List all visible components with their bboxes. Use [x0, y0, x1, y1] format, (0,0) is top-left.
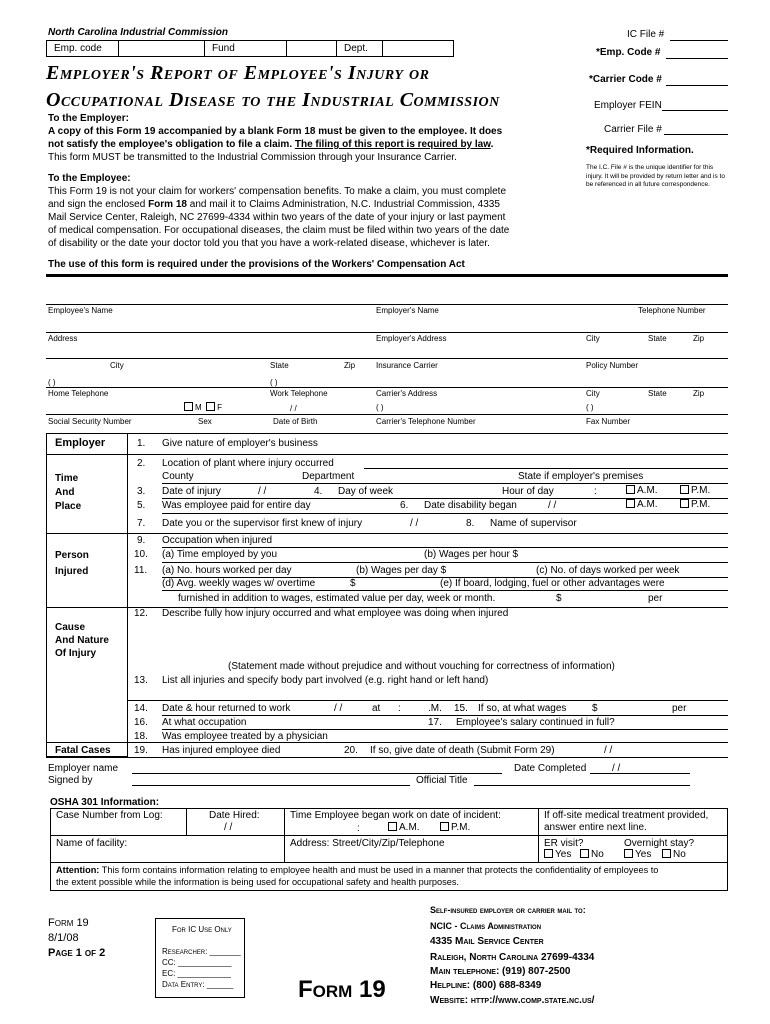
- section-cause: Cause: [55, 622, 86, 633]
- offsite-note-1: If off-site medical treatment provided,: [544, 810, 709, 821]
- code-box: [46, 40, 454, 57]
- signed-by-label: Signed by: [48, 775, 93, 786]
- to-employer-text-2: not satisfy the employee's obligation to file a claim. The filing of this report is required by law.: [48, 139, 494, 150]
- er-visit-label: ER visit?: [544, 838, 584, 849]
- carrier-zip-label: Zip: [693, 389, 705, 398]
- to-employee-heading: To the Employee:: [48, 173, 131, 184]
- fax-number-label: Fax Number: [586, 417, 631, 426]
- carrier-code-required: *Carrier Code #: [589, 74, 662, 85]
- home-phone-paren: ( ): [48, 378, 56, 387]
- item-5-label: Was employee paid for entire day: [162, 500, 311, 511]
- overnight-yes-checkbox[interactable]: [624, 849, 633, 858]
- overnight-label: Overnight stay?: [624, 838, 695, 849]
- item-2-label: Location of plant where injury occurred: [162, 458, 334, 469]
- prejudice-statement: (Statement made without prejudice and without vouching for correctness of information): [228, 661, 615, 672]
- overnight-yes-option: Yes: [624, 849, 651, 860]
- website-link[interactable]: Website: http://www.comp.state.nc.us/: [430, 995, 595, 1006]
- to-employer-heading: To the Employer:: [48, 113, 129, 124]
- item-7-label: Date you or the supervisor first knew of injury: [162, 518, 363, 529]
- home-telephone-label: Home Telephone: [48, 389, 109, 398]
- item-number-9: 9.: [137, 535, 146, 546]
- overnight-no-option: No: [662, 849, 686, 860]
- footer-page: Page 1 of 2: [48, 947, 106, 959]
- employer-state-label: State: [648, 334, 667, 343]
- official-title-label: Official Title: [416, 775, 468, 786]
- disability-date-slashes: / /: [548, 500, 557, 511]
- department-label: Department: [302, 471, 355, 482]
- return-wage-dollar: $: [592, 703, 598, 714]
- weekly-wage-dollar: $: [350, 578, 356, 589]
- ic-file-note: The I.C. File # is the unique identifier for this injury. It will be provided by return letter and is to be referenced in all future correspondence.: [586, 164, 725, 188]
- employer-name-sign-label: Employer name: [48, 763, 119, 774]
- agency-name: North Carolina Industrial Commission: [48, 27, 229, 38]
- carrier-telephone-label: Carrier's Telephone Number: [376, 417, 476, 426]
- to-employee-text-1: This Form 19 is not your claim for workers' compensation benefits. To make a claim, you must complete: [48, 186, 507, 197]
- employee-zip-label: Zip: [344, 361, 356, 370]
- employer-zip-label: Zip: [693, 334, 705, 343]
- employee-city-label: City: [110, 361, 124, 370]
- item-14-label: Date & hour returned to work: [162, 703, 291, 714]
- footer-date: 8/1/08: [48, 932, 79, 944]
- fund-label: Fund: [212, 43, 235, 54]
- date-hired-label: Date Hired:: [209, 810, 260, 821]
- item-12-label: Describe fully how injury occurred and what employee was doing when injured: [162, 608, 509, 619]
- osha-pm-option: P.M.: [440, 822, 470, 833]
- mail-line-1: Self-insured employer or carrier mail to:: [430, 905, 586, 915]
- sex-checkboxes: M F: [184, 402, 222, 412]
- return-colon: :: [398, 703, 401, 714]
- dob-slashes: / /: [290, 404, 297, 413]
- dob-label: Date of Birth: [273, 417, 318, 426]
- item-6-label: Date disability began: [424, 500, 517, 511]
- item-16-label: At what occupation: [162, 717, 247, 728]
- section-person: Person: [55, 550, 89, 561]
- return-meridiem: .M.: [428, 703, 442, 714]
- item-9-label: Occupation when injured: [162, 535, 273, 546]
- date-of-injury-slashes: / /: [258, 486, 267, 497]
- sex-female-checkbox[interactable]: [206, 402, 215, 411]
- hour-of-day-label: Hour of day: [502, 486, 554, 497]
- er-yes-checkbox[interactable]: [544, 849, 553, 858]
- ic-file-label: IC File #: [627, 29, 665, 40]
- osha-am-checkbox[interactable]: [388, 822, 397, 831]
- item-11d-label: (d) Avg. weekly wages w/ overtime: [162, 578, 316, 589]
- overnight-no-checkbox[interactable]: [662, 849, 671, 858]
- item-number-17: 17.: [428, 717, 442, 728]
- item-18-label: Was employee treated by a physician: [162, 731, 328, 742]
- disability-am-checkbox[interactable]: [626, 499, 635, 508]
- footer-form-label: Form 19: [48, 917, 89, 929]
- date-completed-slashes: / /: [612, 763, 621, 774]
- death-date-slashes: / /: [604, 745, 613, 756]
- time-began-colon: :: [357, 823, 360, 834]
- item-11c-label: (c) No. of days worked per week: [536, 565, 680, 576]
- employer-city-label: City: [586, 334, 600, 343]
- osha-pm-checkbox[interactable]: [440, 822, 449, 831]
- facility-label: Name of facility:: [56, 838, 128, 849]
- item-10a-label: (a) Time employed by you: [162, 549, 278, 560]
- item-number-6: 6.: [400, 500, 409, 511]
- sex-label: Sex: [198, 417, 212, 426]
- item-11a-label: (a) No. hours worked per day: [162, 565, 292, 576]
- researcher-field: Researcher: _______: [162, 947, 241, 956]
- section-place: Place: [55, 501, 82, 512]
- employee-state-label: State: [270, 361, 289, 370]
- item-number-20: 20.: [344, 745, 358, 756]
- item-17-label: Employee's salary continued in full?: [456, 717, 615, 728]
- item-number-14: 14.: [134, 703, 148, 714]
- attention-line-1: Attention: This form contains information relating to employee health and must be used in a manner that protects the confidentiality of employees to: [56, 865, 659, 875]
- hour-colon: :: [594, 486, 597, 497]
- disability-pm-checkbox[interactable]: [680, 499, 689, 508]
- section-fatal-cases: Fatal Cases: [55, 745, 111, 756]
- to-employee-text-2: and sign the enclosed Form 18 and mail it to Claims Administration, N.C. Industrial Commission, 4335: [48, 199, 500, 210]
- facility-address-label: Address: Street/City/Zip/Telephone: [290, 838, 445, 849]
- county-label: County: [162, 471, 194, 482]
- date-hired-slashes: / /: [224, 822, 233, 833]
- injury-pm-option: P.M.: [680, 485, 710, 496]
- time-began-label: Time Employee began work on date of incident:: [290, 810, 501, 821]
- advantages-per: per: [648, 593, 663, 604]
- form-title-line1: Employer's Report of Employee's Injury or: [46, 62, 430, 84]
- insurance-carrier-label: Insurance Carrier: [376, 361, 438, 370]
- item-number-1: 1.: [137, 438, 146, 449]
- emp-code-label: Emp. code: [54, 43, 102, 54]
- offsite-note-2: answer entire next line.: [544, 822, 647, 833]
- item-number-15: 15.: [454, 703, 468, 714]
- carrier-file-label: Carrier File #: [604, 124, 662, 135]
- item-10b-label: (b) Wages per hour $: [424, 549, 519, 560]
- work-phone-paren: ( ): [270, 378, 278, 387]
- item-number-19: 19.: [134, 745, 148, 756]
- dept-label: Dept.: [344, 43, 368, 54]
- carrier-address-label: Carrier's Address: [376, 389, 438, 398]
- policy-number-label: Policy Number: [586, 361, 639, 370]
- section-and: And: [55, 487, 75, 498]
- emp-code-required: *Emp. Code #: [596, 47, 661, 58]
- disability-am-option: A.M.: [626, 499, 658, 510]
- case-number-label: Case Number from Log:: [56, 810, 163, 821]
- item-number-4: 4.: [314, 486, 323, 497]
- er-no-checkbox[interactable]: [580, 849, 589, 858]
- fax-paren: ( ): [586, 403, 594, 412]
- cc-field: CC: ____________: [162, 958, 232, 967]
- attention-line-2: the extent possible while the information is being used for occupational safety and health purposes.: [56, 877, 459, 887]
- return-wage-per: per: [672, 703, 687, 714]
- item-number-3: 3.: [137, 486, 146, 497]
- mail-line-5: Main telephone: (919) 807-2500: [430, 966, 571, 977]
- osha-am-option: A.M.: [388, 822, 420, 833]
- section-of-injury: Of Injury: [55, 648, 97, 659]
- disability-pm-option: P.M.: [680, 499, 710, 510]
- carrier-phone-paren: ( ): [376, 403, 384, 412]
- item-number-7: 7.: [137, 518, 146, 529]
- carrier-state-label: State: [648, 389, 667, 398]
- injury-am-option: A.M.: [626, 485, 658, 496]
- ec-field: EC: ____________: [162, 969, 231, 978]
- mail-line-2: NCIC - Claims Administration: [430, 921, 542, 931]
- item-8-label: Name of supervisor: [490, 518, 577, 529]
- state-if-premises-label: State if employer's premises: [518, 471, 644, 482]
- employer-name-label: Employer's Name: [376, 306, 439, 315]
- section-employer: Employer: [55, 437, 106, 449]
- ic-use-only-label: For IC Use Only: [172, 925, 232, 934]
- to-employer-text-1: A copy of this Form 19 accompanied by a blank Form 18 must be given to the employee. It does: [48, 126, 503, 137]
- injury-pm-checkbox[interactable]: [680, 485, 689, 494]
- ssn-label: Social Security Number: [48, 417, 132, 426]
- item-3-label: Date of injury: [162, 486, 221, 497]
- return-at-label: at: [372, 703, 381, 714]
- item-number-2: 2.: [137, 458, 146, 469]
- mail-line-4: Raleigh, North Carolina 27699-4334: [430, 952, 595, 963]
- required-info-note: *Required Information.: [586, 145, 694, 156]
- item-number-8: 8.: [466, 518, 475, 529]
- osha-heading: OSHA 301 Information:: [50, 797, 160, 808]
- address-label: Address: [48, 334, 78, 343]
- sex-male-checkbox[interactable]: [184, 402, 193, 411]
- item-number-12: 12.: [134, 608, 148, 619]
- section-and-nature: And Nature: [55, 635, 109, 646]
- mail-line-3: 4335 Mail Service Center: [430, 936, 544, 947]
- section-injured: Injured: [55, 566, 89, 577]
- item-11f-label: furnished in addition to wages, estimated value per day, week or month.: [178, 593, 496, 604]
- knew-date-slashes: / /: [410, 518, 419, 529]
- to-employee-text-5: of disability or the date your doctor told you that you have a work-related disease, whichever is later.: [48, 238, 490, 249]
- item-19-label: Has injured employee died: [162, 745, 281, 756]
- item-13-label: List all injuries and specify body part involved (e.g. right hand or left hand): [162, 675, 489, 686]
- required-notice: The use of this form is required under the provisions of the Workers' Compensation Act: [48, 259, 465, 270]
- item-20-label: If so, give date of death (Submit Form 29): [370, 745, 555, 756]
- mail-line-6: Helpline: (800) 688-8349: [430, 980, 542, 991]
- item-number-13: 13.: [134, 675, 148, 686]
- form-title-line2: Occupational Disease to the Industrial Commission: [46, 89, 500, 111]
- carrier-city-label: City: [586, 389, 600, 398]
- injury-am-checkbox[interactable]: [626, 485, 635, 494]
- section-time: Time: [55, 473, 79, 484]
- employer-fein-label: Employer FEIN: [594, 100, 662, 111]
- er-no-option: No: [580, 849, 604, 860]
- section-rule: [46, 274, 728, 277]
- item-number-10: 10.: [134, 549, 148, 560]
- item-11b-label: (b) Wages per day $: [356, 565, 447, 576]
- item-number-11: 11.: [134, 565, 148, 576]
- to-employer-text-3: This form MUST be transmitted to the Industrial Commission through your Insurance Carrier.: [48, 152, 457, 163]
- advantages-dollar: $: [556, 593, 562, 604]
- date-completed-label: Date Completed: [514, 763, 587, 774]
- telephone-number-label: Telephone Number: [638, 306, 706, 315]
- work-telephone-label: Work Telephone: [270, 389, 328, 398]
- data-entry-field: Data Entry: ______: [162, 980, 234, 989]
- item-number-5: 5.: [137, 500, 146, 511]
- item-number-18: 18.: [134, 731, 148, 742]
- item-11e-label: (e) If board, lodging, fuel or other advantages were: [440, 578, 665, 589]
- footer-big-form-label: Form 19: [298, 976, 386, 1003]
- er-yes-option: Yes: [544, 849, 571, 860]
- item-1-label: Give nature of employer's business: [162, 438, 318, 449]
- item-number-16: 16.: [134, 717, 148, 728]
- item-15-label: If so, at what wages: [478, 703, 567, 714]
- item-4-label: Day of week: [338, 486, 394, 497]
- to-employee-text-4: of medical compensation. For occupational diseases, the claim must be filed within two years of the date: [48, 225, 510, 236]
- to-employee-text-3: Mail Service Center, Raleigh, NC 27699-4334 within two years of the date of your injury or last payment: [48, 212, 506, 223]
- return-date-slashes: / /: [334, 703, 343, 714]
- employee-name-label: Employee's Name: [48, 306, 113, 315]
- employer-address-label: Employer's Address: [376, 334, 447, 343]
